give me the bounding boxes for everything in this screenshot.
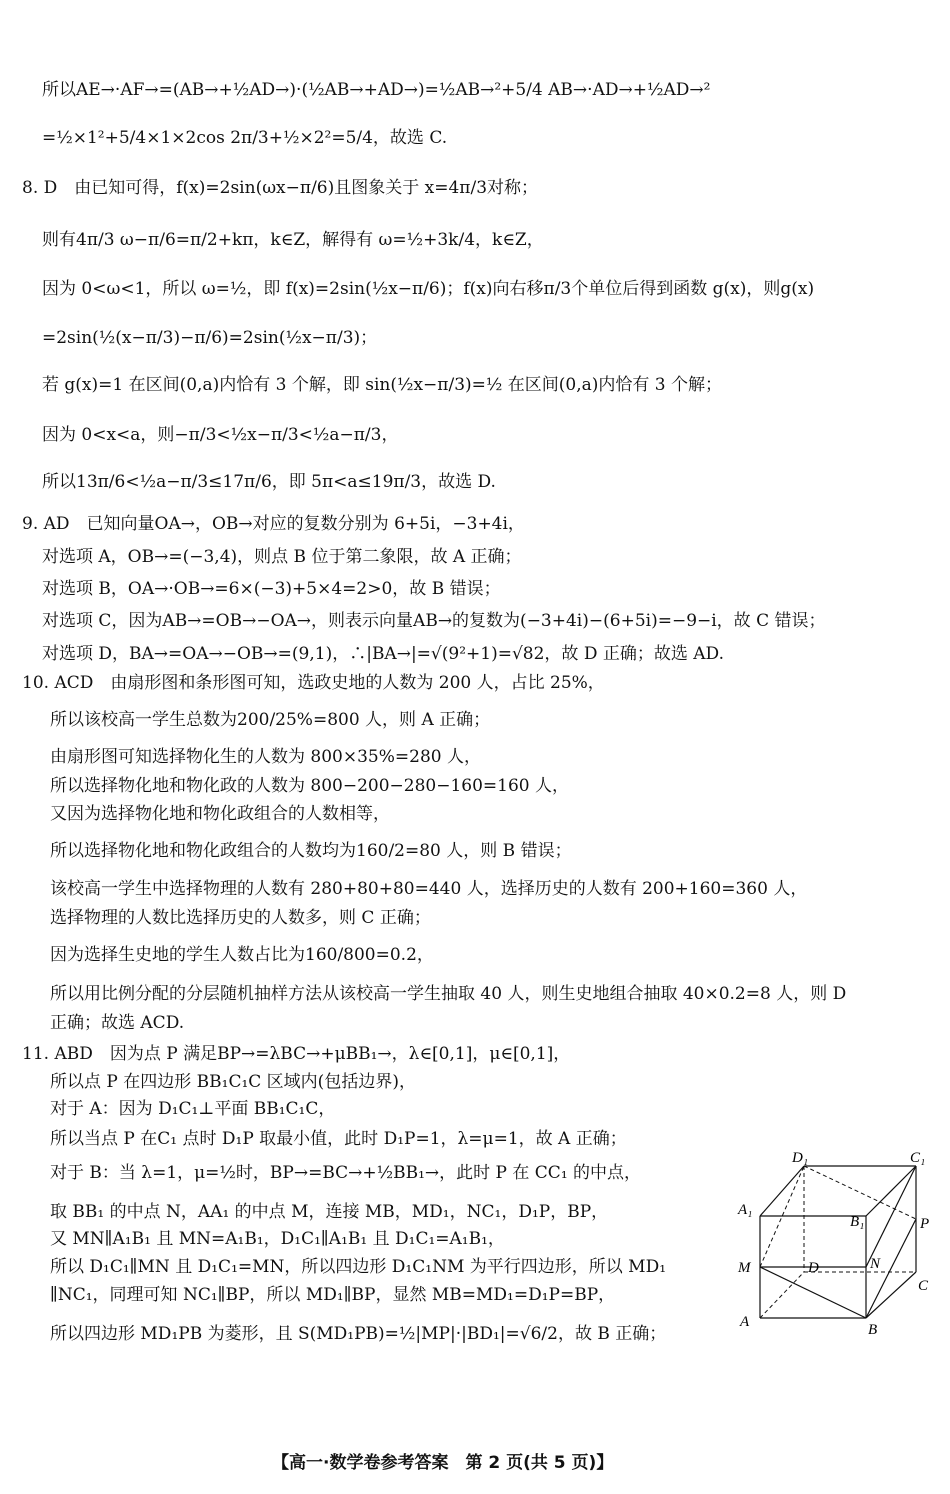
text-line-21: 该校高一学生中选择物理的人数有 280+80+80=440 人，选择历史的人数有 200+160=360 人， xyxy=(50,879,808,899)
text-line-33: 所以 D₁C₁∥MN 且 D₁C₁=MN，所以四边形 D₁C₁NM 为平行四边形，所以 MD₁ xyxy=(50,1257,667,1277)
text-line-23: 因为选择生史地的学生人数占比为160/800=0.2， xyxy=(50,945,434,965)
text-line-31: 取 BB₁ 的中点 N，AA₁ 的中点 M，连接 MB，MD₁，NC₁，D₁P，BP， xyxy=(50,1202,609,1222)
text-line-17: 由扇形图可知选择物化生的人数为 800×35%=280 人， xyxy=(50,747,481,767)
text-line-34: ∥NC₁，同理可知 NC₁∥BP，所以 MD₁∥BP，显然 MB=MD₁=D₁P=BP， xyxy=(50,1285,616,1305)
text-line-9: 所以13π/6<½a−π/3≤17π/6，即 5π<a≤19π/3，故选 D. xyxy=(42,472,496,492)
text-line-18: 所以选择物化地和物化政的人数为 800−200−280−160=160 人， xyxy=(50,776,570,796)
text-line-25: 正确；故选 ACD. xyxy=(50,1013,185,1033)
text-line-12: 对选项 B，OA→·OB→=6×(−3)+5×4=2>0，故 B 错误； xyxy=(42,579,501,599)
text-line-8: 因为 0<x<a，则−π/3<½x−π/3<½a−π/3， xyxy=(42,425,399,445)
text-line-3: 8. D 由已知可得，f(x)=2sin(ωx−π/6)且图象关于 x=4π/3对称； xyxy=(22,178,539,198)
label-A1: A₁ xyxy=(738,1202,753,1218)
text-line-19: 又因为选择物化地和物化政组合的人数相等， xyxy=(50,804,390,824)
text-line-26: 11. ABD 因为点 P 满足BP→=λBC→+μBB₁→，λ∈[0,1]，μ∈[0,1]， xyxy=(22,1044,571,1064)
text-line-6: =2sin(½(x−π/3)−π/6)=2sin(½x−π/3)； xyxy=(42,328,378,348)
text-line-29: 所以当点 P 在C₁ 点时 D₁P 取最小值，此时 D₁P=1，λ=μ=1，故 A 正确； xyxy=(50,1129,627,1149)
text-line-1: 所以AE→·AF→=(AB→+½AD→)·(½AB→+AD→)=½AB→²+5/4 AB→·AD→+½AD→² xyxy=(42,80,711,100)
label-B1: B₁ xyxy=(850,1214,865,1230)
text-line-24: 所以用比例分配的分层随机抽样方法从该校高一学生抽取 40 人，则生史地组合抽取 40×0.2=8 人，则 D xyxy=(50,984,847,1004)
text-line-2: =½×1²+5/4×1×2cos 2π/3+½×2²=5/4，故选 C. xyxy=(42,128,448,148)
text-line-13: 对选项 C，因为AB→=OB→−OA→，则表示向量AB→的复数为(−3+4i)−(6+5i)=−9−i，故 C 错误； xyxy=(42,611,826,631)
page-footer: 【高一·数学卷参考答案 第 2 页(共 5 页)】 xyxy=(272,1453,614,1473)
text-line-11: 对选项 A，OB→=(−3,4)，则点 B 位于第二象限，故 A 正确； xyxy=(42,547,522,567)
label-P: P xyxy=(920,1216,930,1232)
text-line-28: 对于 A：因为 D₁C₁⊥平面 BB₁C₁C， xyxy=(50,1099,336,1119)
label-A: A xyxy=(740,1314,750,1330)
label-M: M xyxy=(738,1260,751,1276)
label-D: D xyxy=(808,1260,819,1276)
text-line-20: 所以选择物化地和物化政组合的人数均为160/2=80 人，则 B 错误； xyxy=(50,841,572,861)
cube-figure xyxy=(730,1148,940,1338)
label-C: C xyxy=(918,1278,929,1294)
text-line-7: 若 g(x)=1 在区间(0,a)内恰有 3 个解，即 sin(½x−π/3)=½ 在区间(0,a)内恰有 3 个解； xyxy=(42,375,723,395)
label-N: N xyxy=(870,1256,881,1272)
text-line-5: 因为 0<ω<1，所以 ω=½，即 f(x)=2sin(½x−π/6)；f(x)向右移π/3个单位后得到函数 g(x)，则g(x) xyxy=(42,279,815,299)
text-line-10: 9. AD 已知向量OA→，OB→对应的复数分别为 6+5i，−3+4i， xyxy=(22,514,525,534)
label-C1: C₁ xyxy=(910,1150,926,1166)
text-line-15: 10. ACD 由扇形图和条形图可知，选政史地的人数为 200 人，占比 25%， xyxy=(22,673,605,693)
label-B: B xyxy=(868,1322,878,1338)
label-D1: D₁ xyxy=(792,1150,809,1166)
text-line-16: 所以该校高一学生总数为200/25%=800 人，则 A 正确； xyxy=(50,710,491,730)
text-line-32: 又 MN∥A₁B₁ 且 MN=A₁B₁，D₁C₁∥A₁B₁ 且 D₁C₁=A₁B₁， xyxy=(50,1229,505,1249)
text-line-30: 对于 B：当 λ=1，μ=½时，BP→=BC→+½BB₁→，此时 P 在 CC₁ 的中点， xyxy=(50,1163,642,1183)
text-line-22: 选择物理的人数比选择历史的人数多，则 C 正确； xyxy=(50,908,431,928)
text-line-27: 所以点 P 在四边形 BB₁C₁C 区域内(包括边界)， xyxy=(50,1072,416,1092)
text-line-4: 则有4π/3 ω−π/6=π/2+kπ，k∈Z，解得有 ω=½+3k/4，k∈Z， xyxy=(42,230,544,250)
text-line-35: 所以四边形 MD₁PB 为菱形，且 S(MD₁PB)=½|MP|·|BD₁|=√6/2，故 B 正确； xyxy=(50,1324,667,1344)
text-line-14: 对选项 D，BA→=OA→−OB→=(9,1)，∴|BA→|=√(9²+1)=√82，故 D 正确；故选 AD. xyxy=(42,644,724,664)
